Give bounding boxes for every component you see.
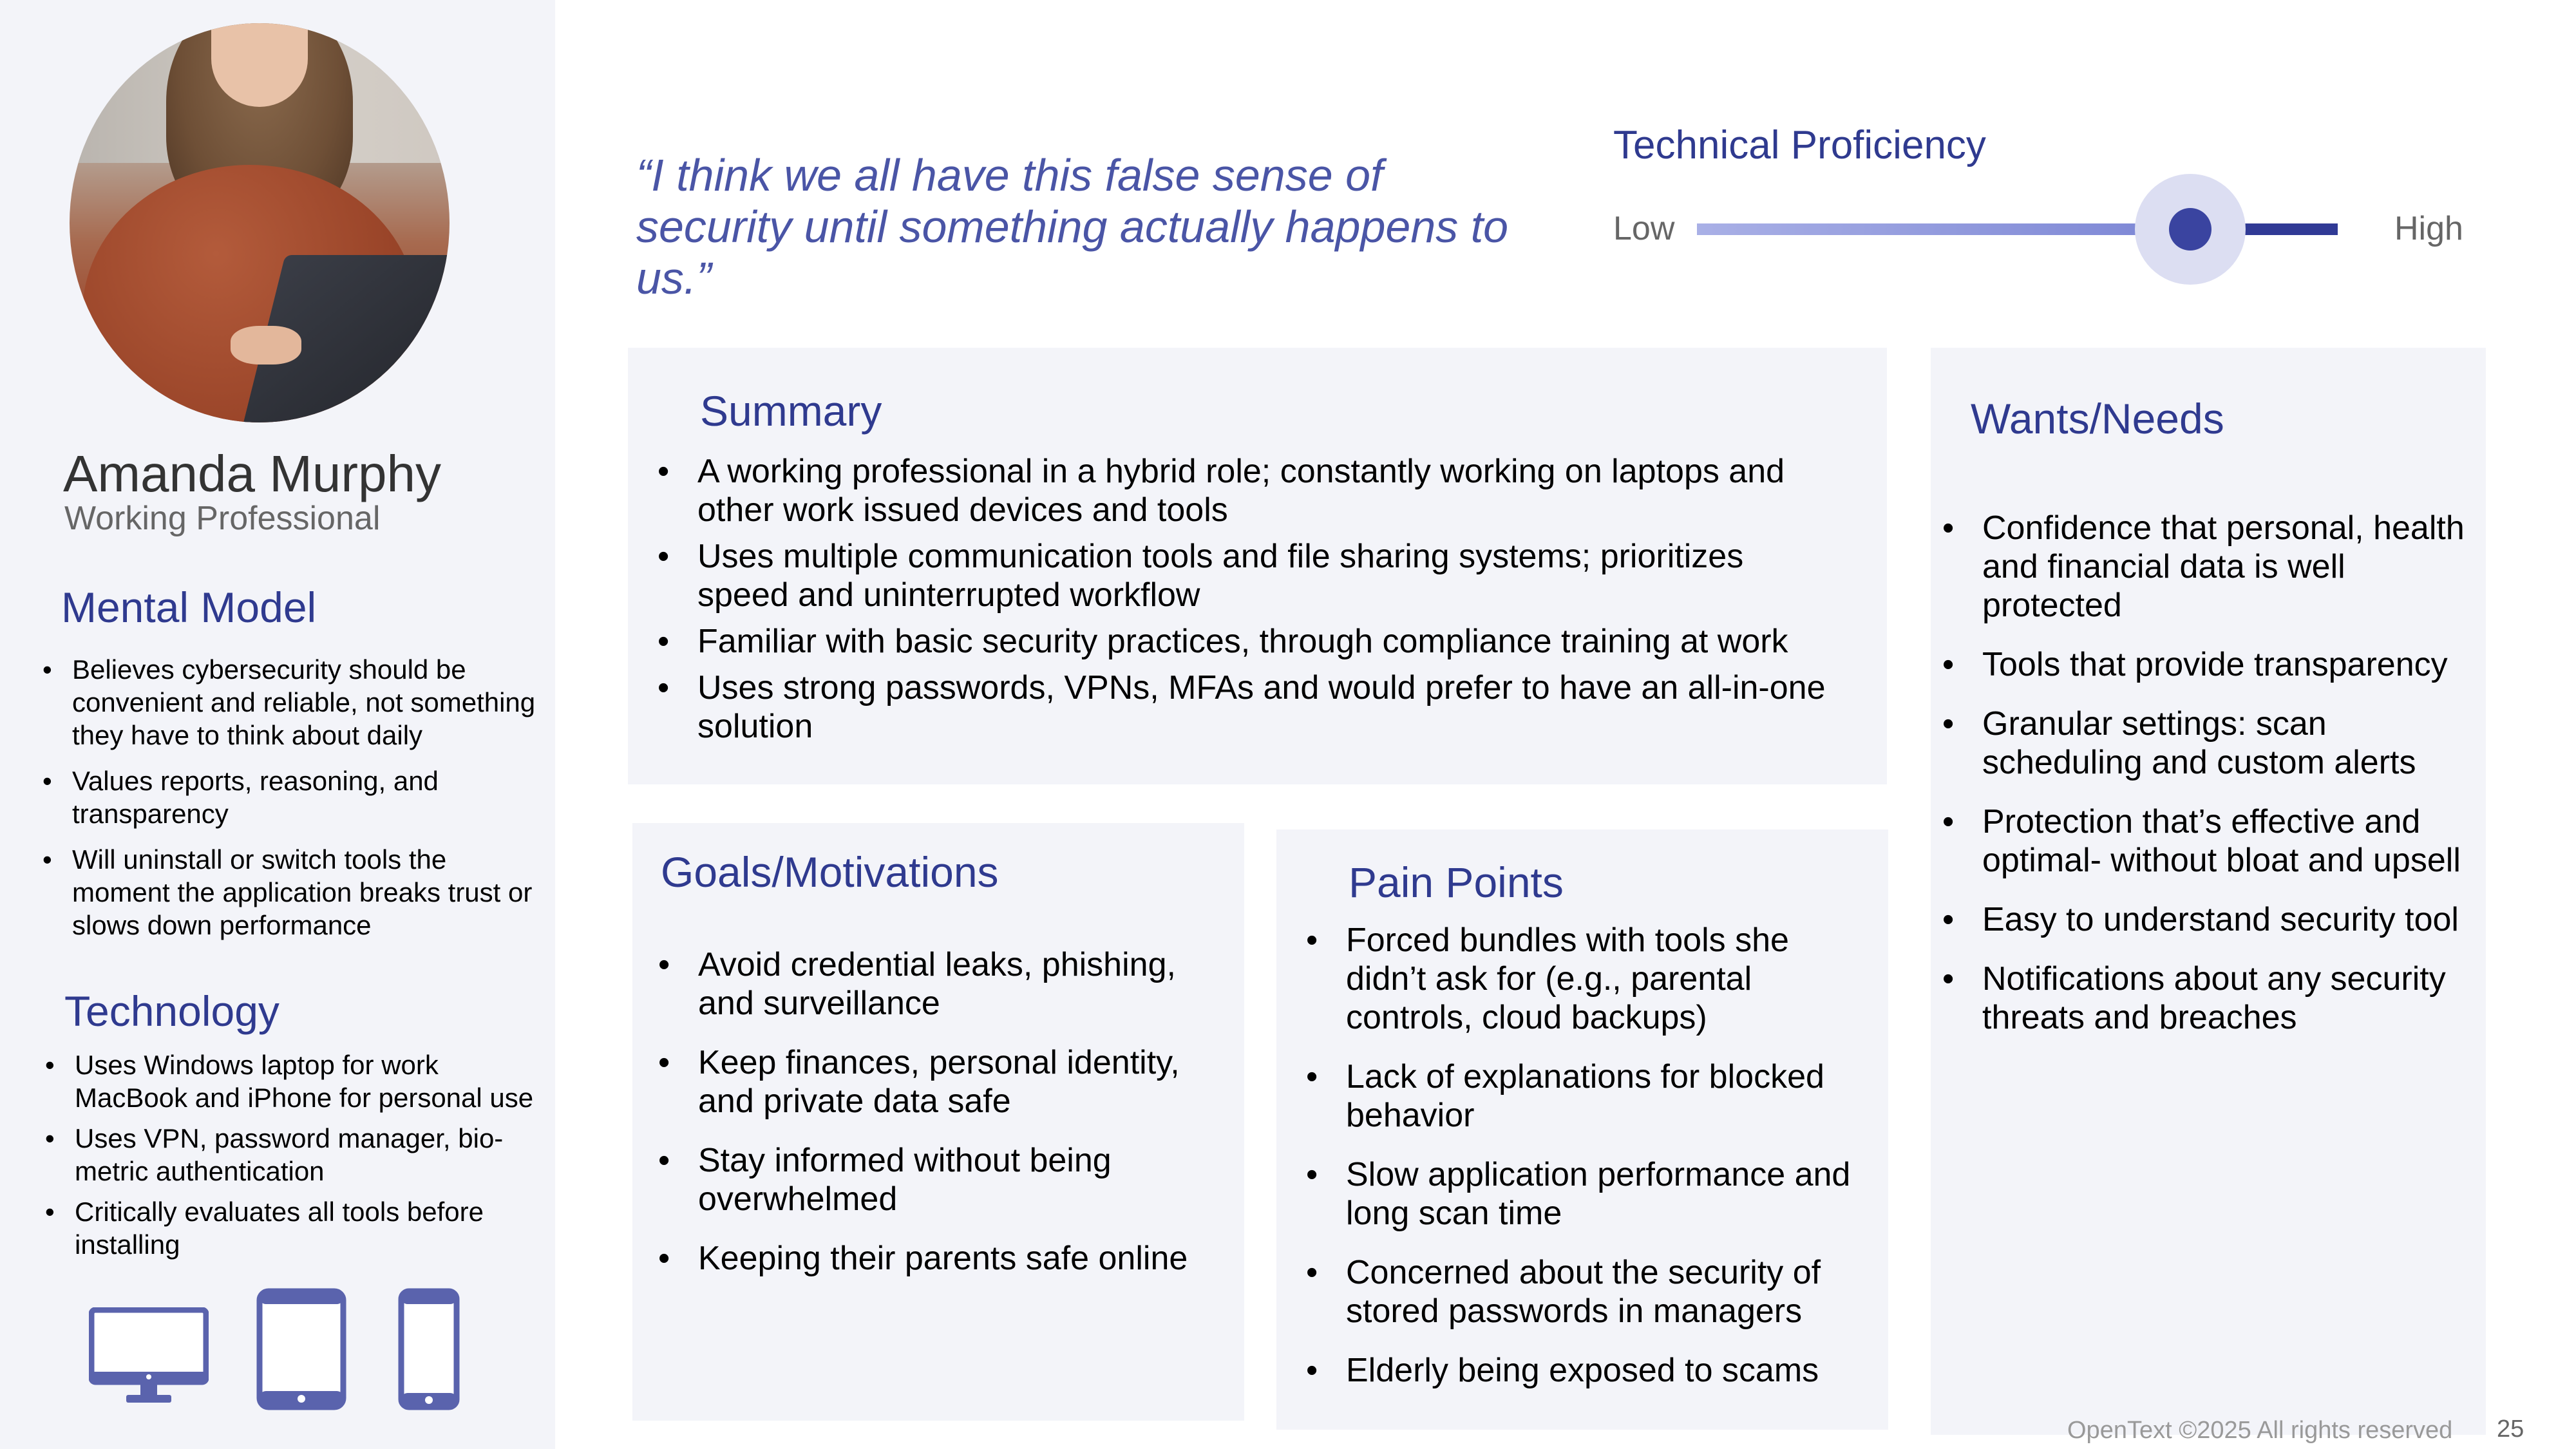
list-item: • Tools that provide transparency [1931,645,2465,684]
list-item: • Keeping their parents safe online [647,1239,1226,1278]
mental-model-list [40,653,549,942]
list-item: • Granular settings: scan scheduling and custom alerts [1931,705,2465,782]
list-item: • Notifications about any security threats and breaches [1931,960,2465,1037]
list-item: • Familiar with basic security practices, through compliance training at work [646,622,1844,661]
goals-card [632,823,1244,1421]
list-item: • Easy to understand security tool [1931,900,2465,939]
summary-list [646,452,1844,746]
persona-sidebar [0,0,555,1449]
list-item: • Uses Windows laptop for work MacBook and iPhone for personal use [43,1048,551,1114]
tablet-icon [256,1288,346,1410]
persona-quote: “I think we all have this false sense of security until something actually happens to us.” [636,150,1509,303]
technical-proficiency-title: Technical Proficiency [1613,123,1986,167]
mental-model-heading: Mental Model [61,583,317,631]
wants-needs-heading: Wants/Needs [1971,395,2224,442]
summary-heading: Summary [700,387,882,435]
goals-list [647,945,1226,1278]
list-item: • Protection that’s effective and optimal- without bloat and upsell [1931,802,2465,880]
list-item: • Uses multiple communication tools and file sharing systems; prioritizes speed and uninterrupted workflow [646,537,1844,614]
pain-points-heading: Pain Points [1349,858,1564,906]
list-item: • A working professional in a hybrid role; constantly working on laptops and other work issued devices and tools [646,452,1844,529]
list-item: • Values reports, reasoning, and transparency [40,764,549,830]
page-number: 25 [2497,1416,2524,1443]
list-item: • Uses VPN, password manager, bio-metric authentication [43,1122,551,1188]
list-item: • Will uninstall or switch tools the moment the application breaks trust or slows down performance [40,843,549,942]
list-item: • Concerned about the security of stored passwords in managers [1294,1253,1874,1331]
desktop-monitor-icon [89,1307,209,1405]
list-item: • Lack of explanations for blocked behavior [1294,1057,1874,1135]
persona-role: Working Professional [64,500,381,537]
list-item: • Elderly being exposed to scams [1294,1351,1874,1390]
list-item: • Stay informed without being overwhelmed [647,1141,1226,1218]
list-item: • Confidence that personal, health and financial data is well protected [1931,509,2465,625]
pain-points-list [1294,921,1874,1390]
list-item: • Slow application performance and long scan time [1294,1155,1874,1233]
proficiency-high-label: High [2394,210,2463,247]
list-item: • Forced bundles with tools she didn’t ask for (e.g., parental controls, cloud backups) [1294,921,1874,1037]
wants-needs-list [1931,509,2465,1037]
technology-list [43,1048,551,1261]
avatar [70,23,450,422]
wants-needs-card [1931,348,2486,1435]
list-item: • Uses strong passwords, VPNs, MFAs and would prefer to have an all-in-one solution [646,668,1844,746]
goals-heading: Goals/Motivations [661,848,999,896]
footer-copyright: OpenText ©2025 All rights reserved [2067,1417,2453,1444]
summary-card [628,348,1887,784]
proficiency-low-label: Low [1613,210,1675,247]
technology-heading: Technology [64,987,279,1035]
pain-points-card [1276,829,1888,1430]
list-item: • Believes cybersecurity should be convenient and reliable, not something they have to think about daily [40,653,549,752]
proficiency-slider-knob [2169,208,2211,251]
list-item: • Critically evaluates all tools before installing [43,1195,551,1261]
list-item: • Avoid credential leaks, phishing, and surveillance [647,945,1226,1023]
smartphone-icon [398,1288,460,1410]
list-item: • Keep finances, personal identity, and private data safe [647,1043,1226,1121]
persona-name: Amanda Murphy [63,445,441,502]
